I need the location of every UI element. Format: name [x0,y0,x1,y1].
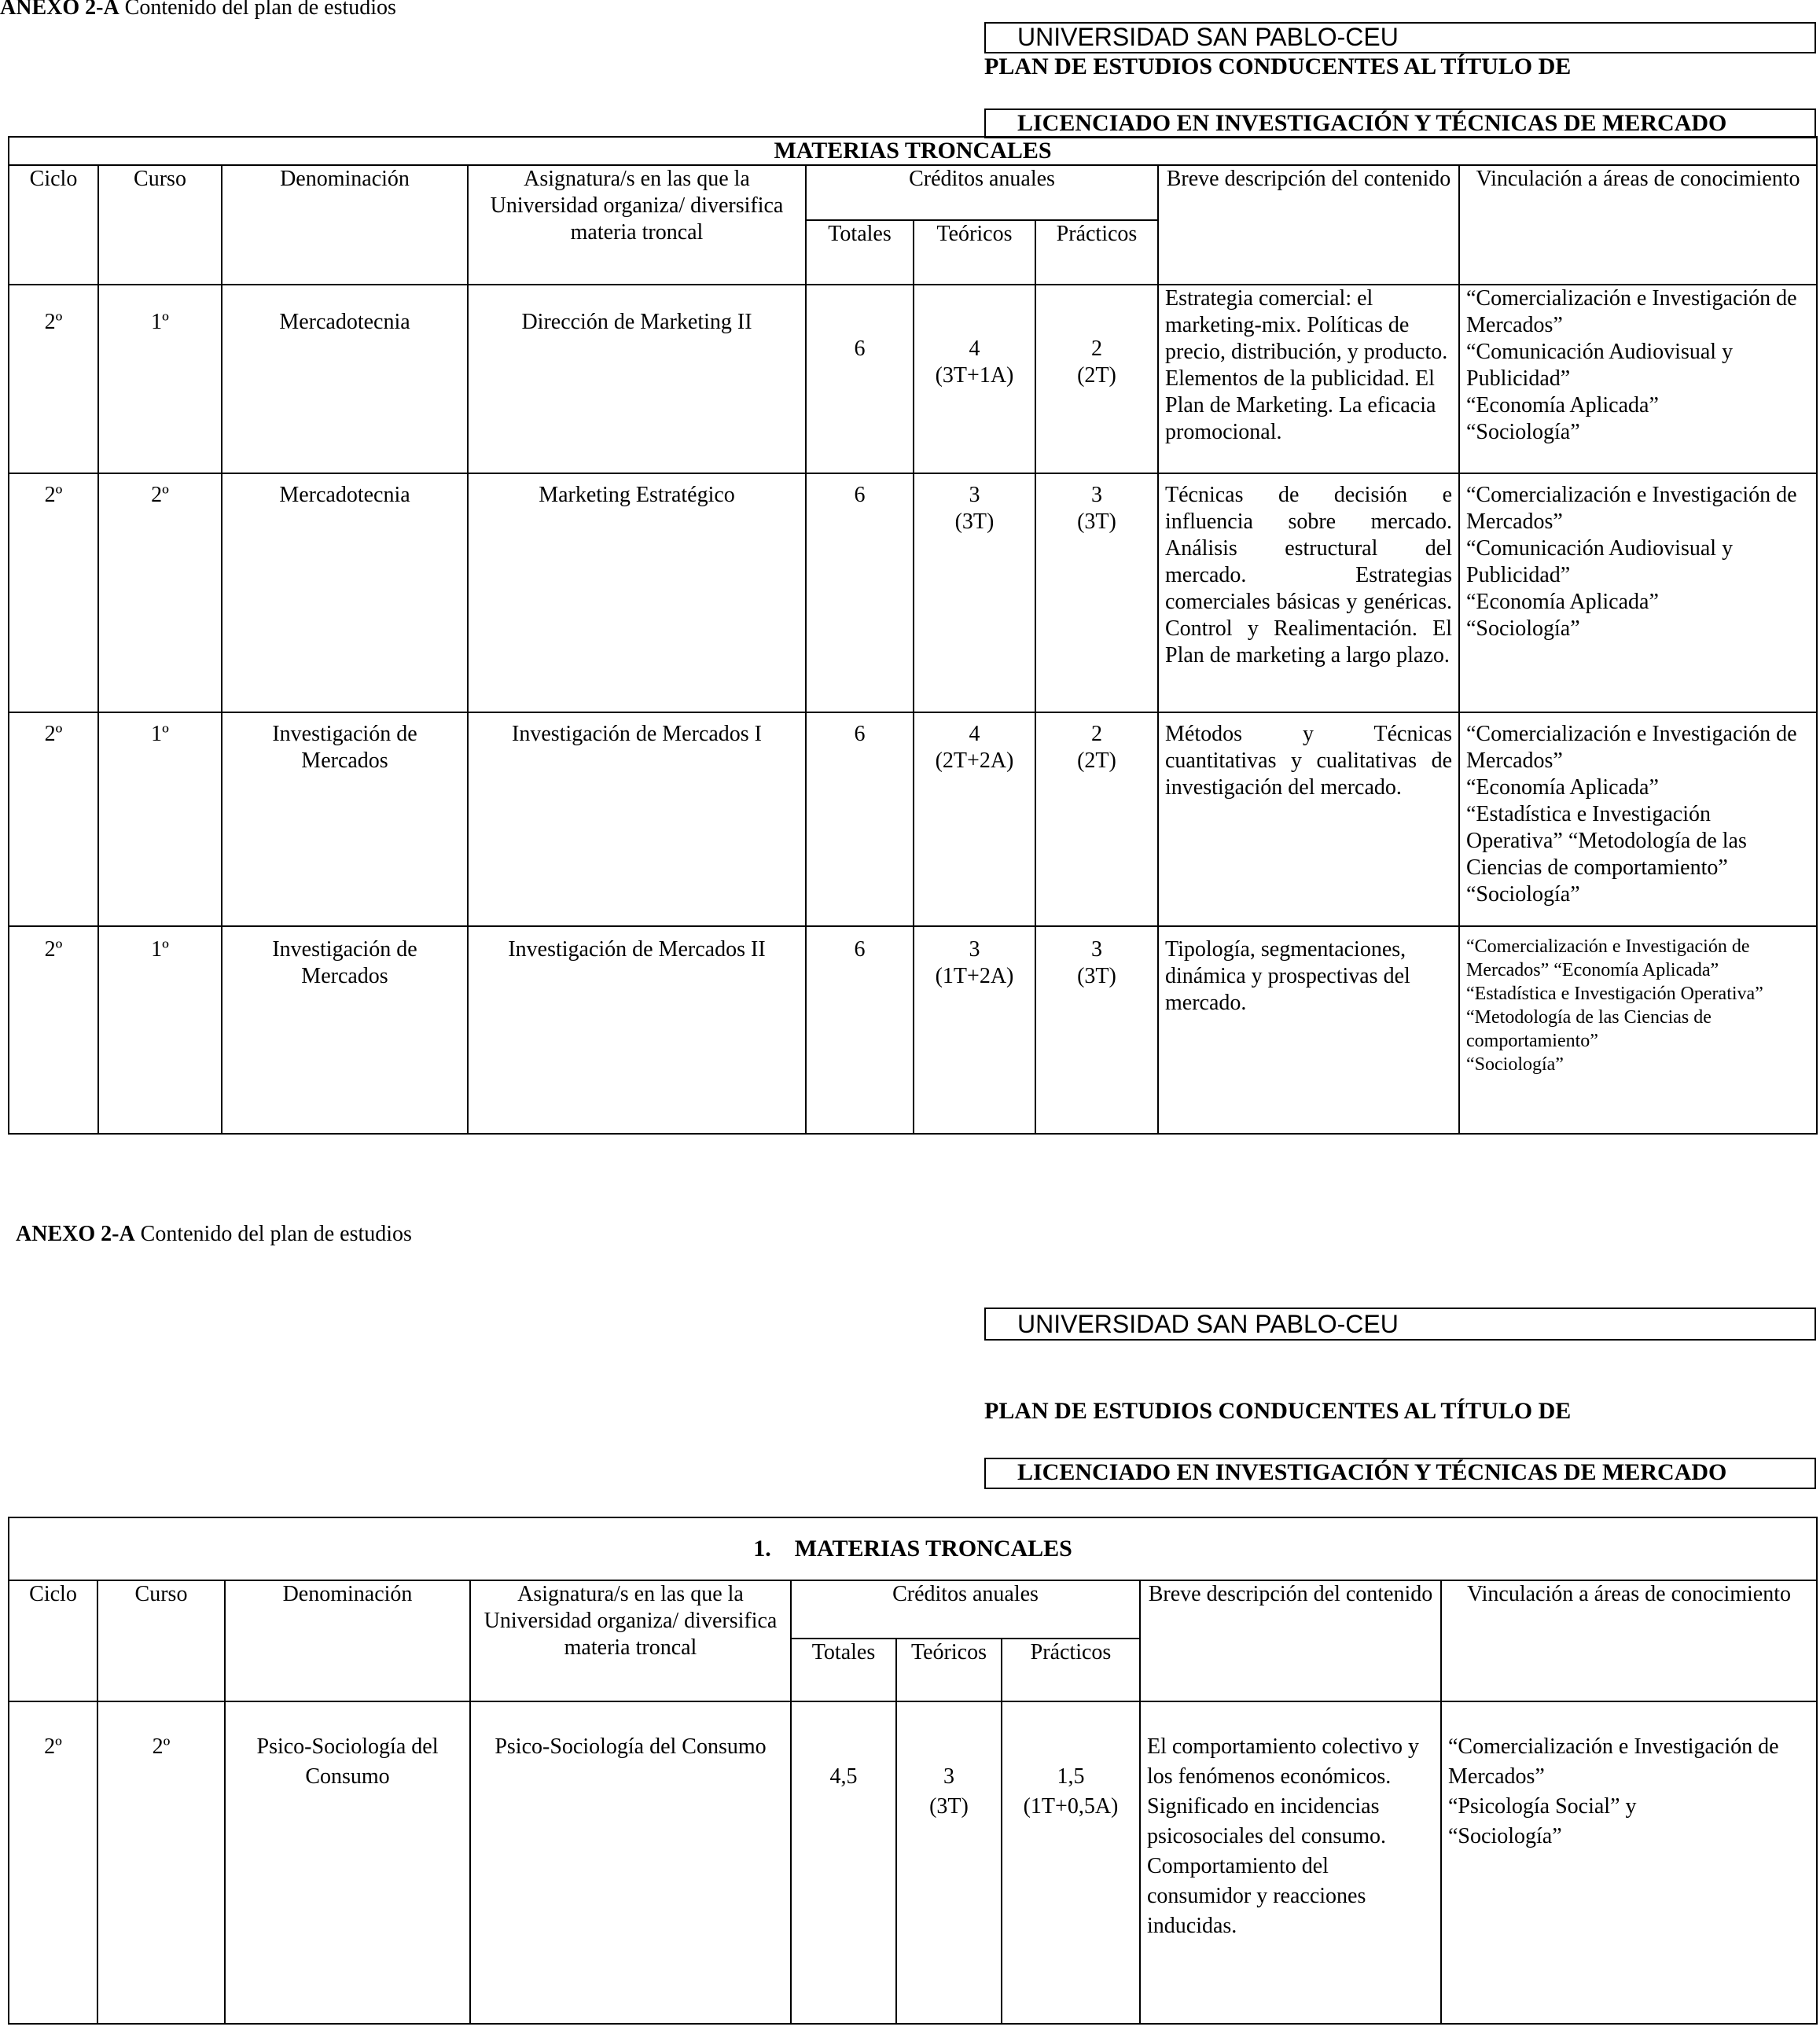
header-practicos: Prácticos [1035,220,1158,285]
table-row [9,1701,1817,2024]
cell-descripcion: Tipología, segmentaciones, dinámica y prospectivas del mercado. [1158,926,1459,1134]
degree-title: LICENCIADO EN INVESTIGACIÓN Y TÉCNICAS DE MERCADO [1017,1459,1727,1485]
cell-asignatura: Investigación de Mercados II [468,926,806,1134]
cell-descripcion: El comportamiento colectivo y los fenómenos económicos. Significado en incidencias psicosociales del consumo. Comportamiento del consumidor y reacciones inducidas. [1140,1701,1441,2024]
cell-teoricos: 4 (2T+2A) [914,712,1035,926]
cell-vinculacion: “Comercialización e Investigación de Mercados” “Economía Aplicada” “Estadística e Investigación Operativa” “Metodología de las Ciencias de comportamiento” “Sociología” [1459,712,1817,926]
cell-totales: 4,5 [791,1701,896,2024]
header-denominacion: Denominación [225,1580,470,1701]
cell-asignatura: Investigación de Mercados I [468,712,806,926]
cell-teoricos: 3 (3T) [896,1701,1002,2024]
cell-teoricos: 3 (1T+2A) [914,926,1035,1134]
cell-practicos: 3 (3T) [1035,926,1158,1134]
plan-title: PLAN DE ESTUDIOS CONDUCENTES AL TÍTULO DE [984,1398,1572,1424]
anexo-heading: ANEXO 2-A Contenido del plan de estudios [16,1222,412,1246]
university-box [984,22,1816,53]
troncales-table-1 [8,136,1818,1135]
cell-vinculacion: “Comercialización e Investigación de Mercados” “Economía Aplicada” “Estadística e Investigación Operativa” “Metodología de las Ciencias de comportamiento” “Sociología” [1459,926,1817,1134]
table-row [9,712,1817,926]
cell-curso: 1º [98,926,222,1134]
table-row [9,926,1817,1134]
cell-teoricos: 3 (3T) [914,473,1035,712]
cell-ciclo: 2º [9,712,98,926]
cell-practicos: 2 (2T) [1035,712,1158,926]
cell-asignatura: Marketing Estratégico [468,473,806,712]
header-asignatura: Asignatura/s en las que la Universidad organiza/ diversifica materia troncal [470,1580,791,1701]
cell-descripcion: Métodos y Técnicas cuantitativas y cualitativas de investigación del mercado. [1158,712,1459,926]
cell-denominacion: Psico-Sociología del Consumo [225,1701,470,2024]
cell-denominacion: Investigación de Mercados [222,926,468,1134]
plan-title: PLAN DE ESTUDIOS CONDUCENTES AL TÍTULO DE [984,53,1572,79]
cell-ciclo: 2º [9,926,98,1134]
cell-curso: 2º [97,1701,225,2024]
cell-totales: 6 [806,926,914,1134]
cell-curso: 1º [98,712,222,926]
header-asignatura: Asignatura/s en las que la Universidad organiza/ diversifica materia troncal [468,165,806,285]
cell-asignatura: Dirección de Marketing II [468,285,806,473]
table-title: 1. MATERIAS TRONCALES [9,1517,1817,1580]
degree-title: LICENCIADO EN INVESTIGACIÓN Y TÉCNICAS DE MERCADO [1017,110,1727,136]
header-teoricos: Teóricos [914,220,1035,285]
cell-denominacion: Mercadotecnia [222,285,468,473]
cell-denominacion: Investigación de Mercados [222,712,468,926]
cell-practicos: 2 (2T) [1035,285,1158,473]
cell-descripcion: Estrategia comercial: el marketing-mix. Políticas de precio, distribución, y producto. Elementos de la publicidad. El Plan de Marketing. La eficacia promocional. [1158,285,1459,473]
cell-vinculacion: “Comercialización e Investigación de Mercados” “Psicología Social” y “Sociología” [1441,1701,1817,2024]
cell-ciclo: 2º [9,1701,97,2024]
header-denominacion: Denominación [222,165,468,285]
cell-vinculacion: “Comercialización e Investigación de Mercados” “Comunicación Audiovisual y Publicidad” “Economía Aplicada” “Sociología” [1459,285,1817,473]
cell-teoricos: 4 (3T+1A) [914,285,1035,473]
university-box [984,1308,1816,1341]
header-teoricos: Teóricos [896,1639,1002,1701]
header-totales: Totales [791,1639,896,1701]
degree-box [984,109,1816,138]
university-name: UNIVERSIDAD SAN PABLO-CEU [1017,1310,1399,1338]
cell-descripcion: Técnicas de decisión e influencia sobre mercado. Análisis estructural del mercado. Estrategias comerciales básicas y genéricas. Control y Realimentación. El Plan de marketing a largo plazo. [1158,473,1459,712]
university-name: UNIVERSIDAD SAN PABLO-CEU [1017,23,1399,51]
table-row [9,473,1817,712]
header-ciclo: Ciclo [9,165,98,285]
header-curso: Curso [97,1580,225,1701]
troncales-table-2 [8,1517,1818,2025]
cell-vinculacion: “Comercialización e Investigación de Mercados” “Comunicación Audiovisual y Publicidad” “Economía Aplicada” “Sociología” [1459,473,1817,712]
header-descripcion: Breve descripción del contenido [1140,1580,1441,1701]
cell-curso: 1º [98,285,222,473]
cell-curso: 2º [98,473,222,712]
header-descripcion: Breve descripción del contenido [1158,165,1459,285]
cell-practicos: 1,5 (1T+0,5A) [1002,1701,1140,2024]
degree-box [984,1458,1816,1489]
cell-ciclo: 2º [9,473,98,712]
header-vinculacion: Vinculación a áreas de conocimiento [1459,165,1817,285]
table-title: MATERIAS TRONCALES [9,137,1817,165]
anexo-heading: ANEXO 2-A Contenido del plan de estudios [0,0,396,20]
header-vinculacion: Vinculación a áreas de conocimiento [1441,1580,1817,1701]
header-totales: Totales [806,220,914,285]
cell-totales: 6 [806,473,914,712]
cell-totales: 6 [806,712,914,926]
header-creditos: Créditos anuales [791,1580,1140,1639]
cell-denominacion: Mercadotecnia [222,473,468,712]
header-creditos: Créditos anuales [806,165,1158,220]
header-ciclo: Ciclo [9,1580,97,1701]
cell-practicos: 3 (3T) [1035,473,1158,712]
table-row [9,285,1817,473]
header-curso: Curso [98,165,222,285]
header-practicos: Prácticos [1002,1639,1140,1701]
cell-asignatura: Psico-Sociología del Consumo [470,1701,791,2024]
cell-totales: 6 [806,285,914,473]
cell-ciclo: 2º [9,285,98,473]
